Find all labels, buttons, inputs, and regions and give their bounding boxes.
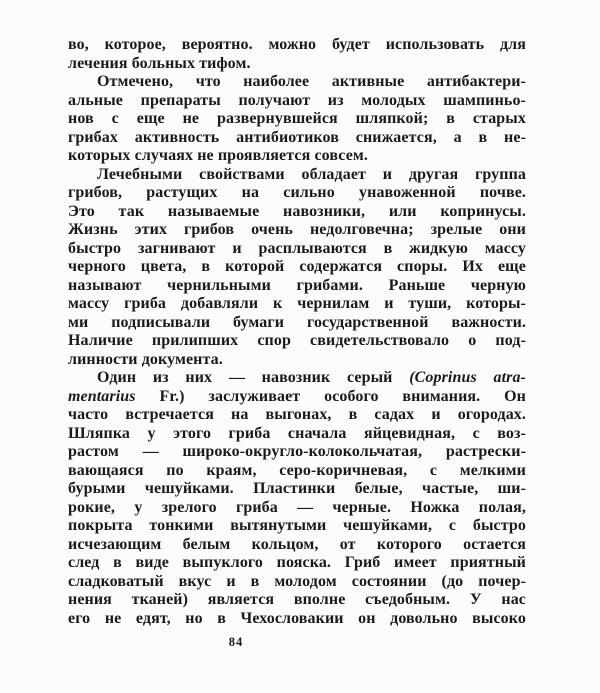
text-line: называют чернильными грибами. Раньше черную: [68, 276, 526, 294]
text-line: Лечебными свойствами обладает и другая группа: [97, 165, 526, 183]
text-line: грибах активность антибиотиков снижается, а в не-: [68, 128, 526, 146]
text-line: черного цвета, в которой содержатся споры. Их еще: [68, 258, 526, 275]
text-line: Это так называемые навозники, или копринусы.: [68, 202, 526, 220]
page-number: 84: [228, 635, 244, 649]
text-line: во, которое, вероятно. можно будет использовать для: [68, 36, 526, 53]
text-line: исчезающим белым кольцом, от которого остается: [68, 535, 526, 553]
text-line: которых случаях не проявляется совсем.: [68, 147, 368, 164]
text-line: грибов, растущих на сильно унавоженной почве.: [68, 184, 526, 201]
text-line: Наличие прилипших спор свидетельствовало о под-: [68, 332, 526, 349]
text-line: лечения больных тифом.: [68, 54, 251, 72]
text-line: нения тканей) является вполне съедобным. У нас: [68, 591, 526, 608]
text-line: нов с еще не развернувшейся шляпкой; в старых: [68, 110, 526, 127]
text-run: Fr.) заслуживает особого внимания. Он: [135, 387, 526, 405]
text-line: массу гриба добавляли к чернилам и туши, которы-: [68, 295, 526, 312]
text-line: [68, 388, 526, 407]
text-line: ми подписывали бумаги государственной важности.: [68, 313, 526, 331]
text-line: альные препараты получают из молодых шампиньо-: [68, 91, 526, 109]
text-line: [68, 369, 526, 388]
text-line: сладковатый вкус и в молодом состоянии (до почер-: [68, 572, 526, 590]
text-line: вающаяся по краям, серо-коричневая, с мелкими: [68, 461, 526, 479]
species-name-italic: (Coprinus atra-: [409, 369, 526, 386]
text-line: часто встречается на выгонах, в садах и огородах.: [68, 406, 526, 423]
text-line: покрыта тонкими вытянутыми чешуйками, с быстро: [68, 517, 526, 534]
text-run: Один из них — навозник серый: [97, 369, 410, 386]
text-line: Шляпка у этого гриба сначала яйцевидная, с воз-: [68, 424, 526, 442]
text-line: Отмечено, что наиболее активные антибактери-: [97, 73, 526, 90]
text-line: след в виде выпуклого пояска. Гриб имеет приятный: [68, 554, 526, 571]
text-line: растом — широко-округло-колокольчатая, растрески-: [68, 443, 526, 460]
body-text: [68, 36, 526, 628]
text-line: быстро загнивают и расплываются в жидкую массу: [68, 239, 526, 257]
species-name-italic: mentarius: [68, 387, 136, 405]
text-line: рокие, у зрелого гриба — черные. Ножка полая,: [68, 498, 526, 516]
text-line: линности документа.: [68, 350, 223, 368]
text-line: его не едят, но в Чехословакии он довольно высоко: [68, 609, 526, 627]
text-line: бурыми чешуйками. Пластинки белые, частые, ши-: [68, 480, 526, 497]
text-line: Жизнь этих грибов очень недолговечна; зрелые они: [68, 221, 526, 238]
